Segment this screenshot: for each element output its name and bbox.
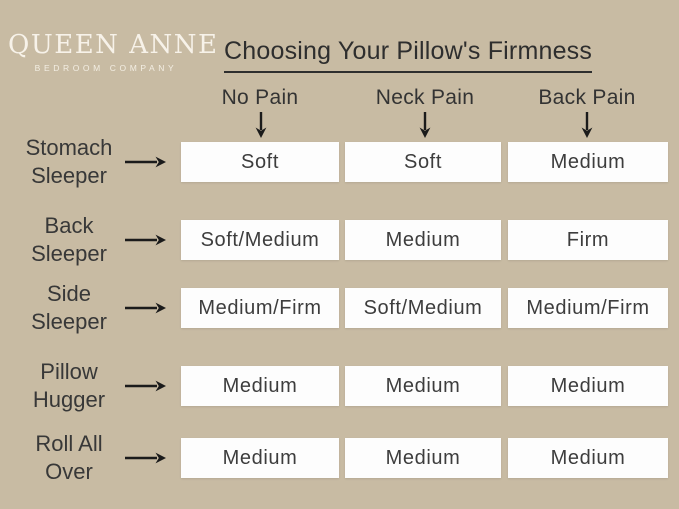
row-label-line: Stomach	[25, 135, 113, 160]
row-label-line: Sleeper	[31, 241, 107, 266]
brand-name: QUEEN ANNE	[8, 30, 219, 60]
row-label-line: Sleeper	[31, 163, 107, 188]
firmness-cell: Medium	[508, 438, 668, 478]
right-arrow-icon	[124, 379, 168, 393]
row-label-back-sleeper	[4, 212, 134, 268]
down-arrow-icon	[418, 111, 432, 139]
row-label-line: Roll All	[35, 431, 103, 456]
firmness-cell: Soft/Medium	[181, 220, 339, 260]
down-arrow-icon	[580, 111, 594, 139]
firmness-cell: Medium/Firm	[508, 288, 668, 328]
row-label-line: Hugger	[32, 387, 106, 412]
firmness-cell: Medium	[345, 366, 501, 406]
firmness-cell: Soft	[345, 142, 501, 182]
firmness-cell: Firm	[508, 220, 668, 260]
brand-tagline: BEDROOM COMPANY	[34, 63, 178, 73]
row-label-pillow-hugger	[4, 358, 134, 414]
page-title: Choosing Your Pillow's Firmness	[224, 37, 592, 73]
column-header-neck-pain: Neck Pain	[375, 86, 475, 109]
firmness-cell: Medium	[345, 220, 501, 260]
down-arrow-icon	[254, 111, 268, 139]
row-label-line: Pillow	[40, 359, 98, 384]
row-label-line: Side	[46, 281, 92, 306]
right-arrow-icon	[124, 451, 168, 465]
firmness-cell: Medium/Firm	[181, 288, 339, 328]
right-arrow-icon	[124, 155, 168, 169]
right-arrow-icon	[124, 233, 168, 247]
row-label-side-sleeper	[4, 280, 134, 336]
row-label-roll-all-over	[4, 430, 134, 486]
brand-logo	[8, 30, 219, 73]
column-header-back-pain: Back Pain	[538, 86, 636, 109]
right-arrow-icon	[124, 301, 168, 315]
firmness-cell: Medium	[181, 366, 339, 406]
column-header-no-pain: No Pain	[221, 86, 299, 109]
row-label-line: Sleeper	[31, 309, 107, 334]
row-label-stomach-sleeper	[4, 134, 134, 190]
row-label-line: Back	[44, 213, 94, 238]
firmness-cell: Soft/Medium	[345, 288, 501, 328]
firmness-cell: Medium	[508, 366, 668, 406]
firmness-cell: Soft	[181, 142, 339, 182]
firmness-cell: Medium	[345, 438, 501, 478]
firmness-cell: Medium	[508, 142, 668, 182]
firmness-cell: Medium	[181, 438, 339, 478]
row-label-line: Over	[45, 459, 93, 484]
